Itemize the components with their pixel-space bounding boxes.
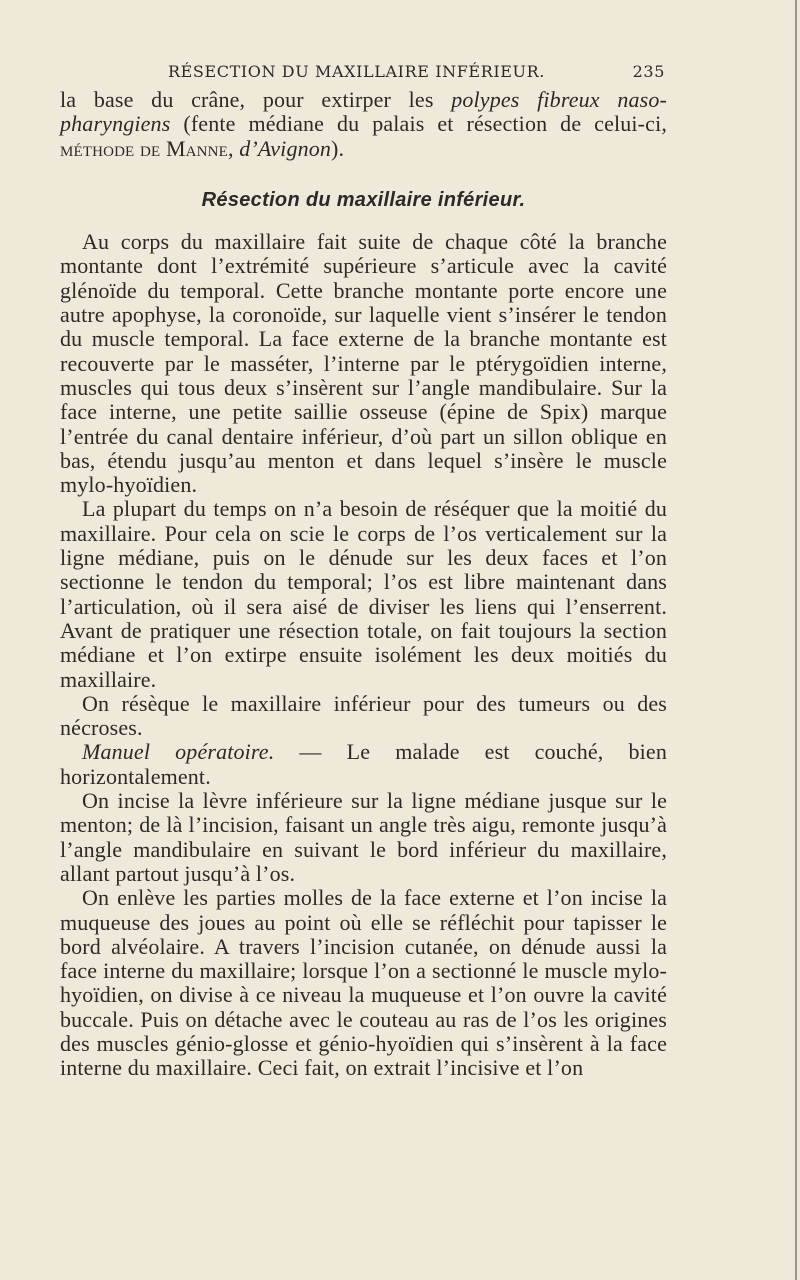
intro-text-a: la base du crâne, pour extirper les: [60, 87, 452, 112]
intro-text-b: (fente médiane du palais et résection de celui-ci,: [170, 111, 667, 137]
section-title: Résection du maxillaire inférieur.: [201, 188, 526, 211]
intro-text-d: ).: [331, 135, 345, 161]
paragraph-6: On enlève les parties molles de la face externe et l’on incise la muqueuse des joues au point où elle se réfléchit pour tapisser le bord alvéolaire. A travers l’incision cutanée, on dénude aussi la face interne du maxillaire; lorsque l’on a sectionné le muscle mylo-hyoïdien, on divise à ce niveau la muqueuse et l’on ouvre la cavité buccale. Puis on détache avec le couteau au ras de l’os les origines des muscles génio-glosse et génio-hyoïdien qui s’insèrent à la face interne du maxillaire. Ceci fait, on extrait l’incisive et l’on: [60, 885, 667, 1081]
intro-paragraph: [60, 88, 667, 161]
text-block: [60, 58, 667, 1081]
paragraph-4-heading: Manuel opératoire.: [82, 739, 275, 765]
paragraph-4: [60, 740, 667, 789]
paragraph-5: On incise la lèvre inférieure sur la ligne médiane jusque sur le menton; de là l’incision, faisant un angle très aigu, remonte jusqu’à l’angle mandibulaire en suivant le bord inférieur du maxillaire, allant partout jusqu’à l’os.: [60, 788, 667, 886]
page-number: 235: [632, 62, 665, 81]
intro-method-name: méthode de Manne: [60, 135, 228, 161]
intro-text-c: ,: [227, 135, 240, 161]
running-head: [60, 58, 667, 88]
paragraph-4-text: — Le malade est couché, bien horizontalement.: [60, 739, 667, 789]
running-head-title: RÉSECTION DU MAXILLAIRE INFÉRIEUR.: [168, 62, 545, 81]
paragraph-2: La plupart du temps on n’a besoin de réséquer que la moitié du maxillaire. Pour cela on scie le corps de l’os verticalement sur la ligne médiane, puis on le dénude sur les deux faces et l’on sectionne le tendon du temporal; l’os est libre maintenant dans l’articulation, où il sera aisé de diviser les liens qui l’enserrent. Avant de pratiquer une résection totale, on fait toujours la section médiane et l’on extirpe ensuite isolément les deux moitiés du maxillaire.: [60, 496, 667, 692]
page-edge-line: [795, 0, 797, 1280]
paragraph-3: On résèque le maxillaire inférieur pour des tumeurs ou des nécroses.: [60, 690, 667, 741]
paragraph-1: Au corps du maxillaire fait suite de chaque côté la branche montante dont l’extrémité supérieure s’articule avec la cavité glénoïde du temporal. Cette branche montante porte encore une autre apophyse, la coronoïde, sur laquelle vient s’insérer le tendon du muscle temporal. La face externe de la branche montante est recouverte par le masséter, l’interne par le ptérygoïdien interne, muscles qui tous deux s’insèrent sur l’angle mandibulaire. Sur la face interne, une petite saillie osseuse (épine de Spix) marque l’entrée du canal dentaire inférieur, d’où part un sillon oblique en bas, étendu jusqu’au menton et dans lequel s’insère le muscle mylo-hyoïdien.: [60, 229, 667, 498]
body-text: [60, 88, 667, 1081]
intro-italic-b: d’Avignon: [239, 135, 332, 161]
intro-italic-a: polypes fibreux naso-pharyngiens: [60, 87, 667, 137]
